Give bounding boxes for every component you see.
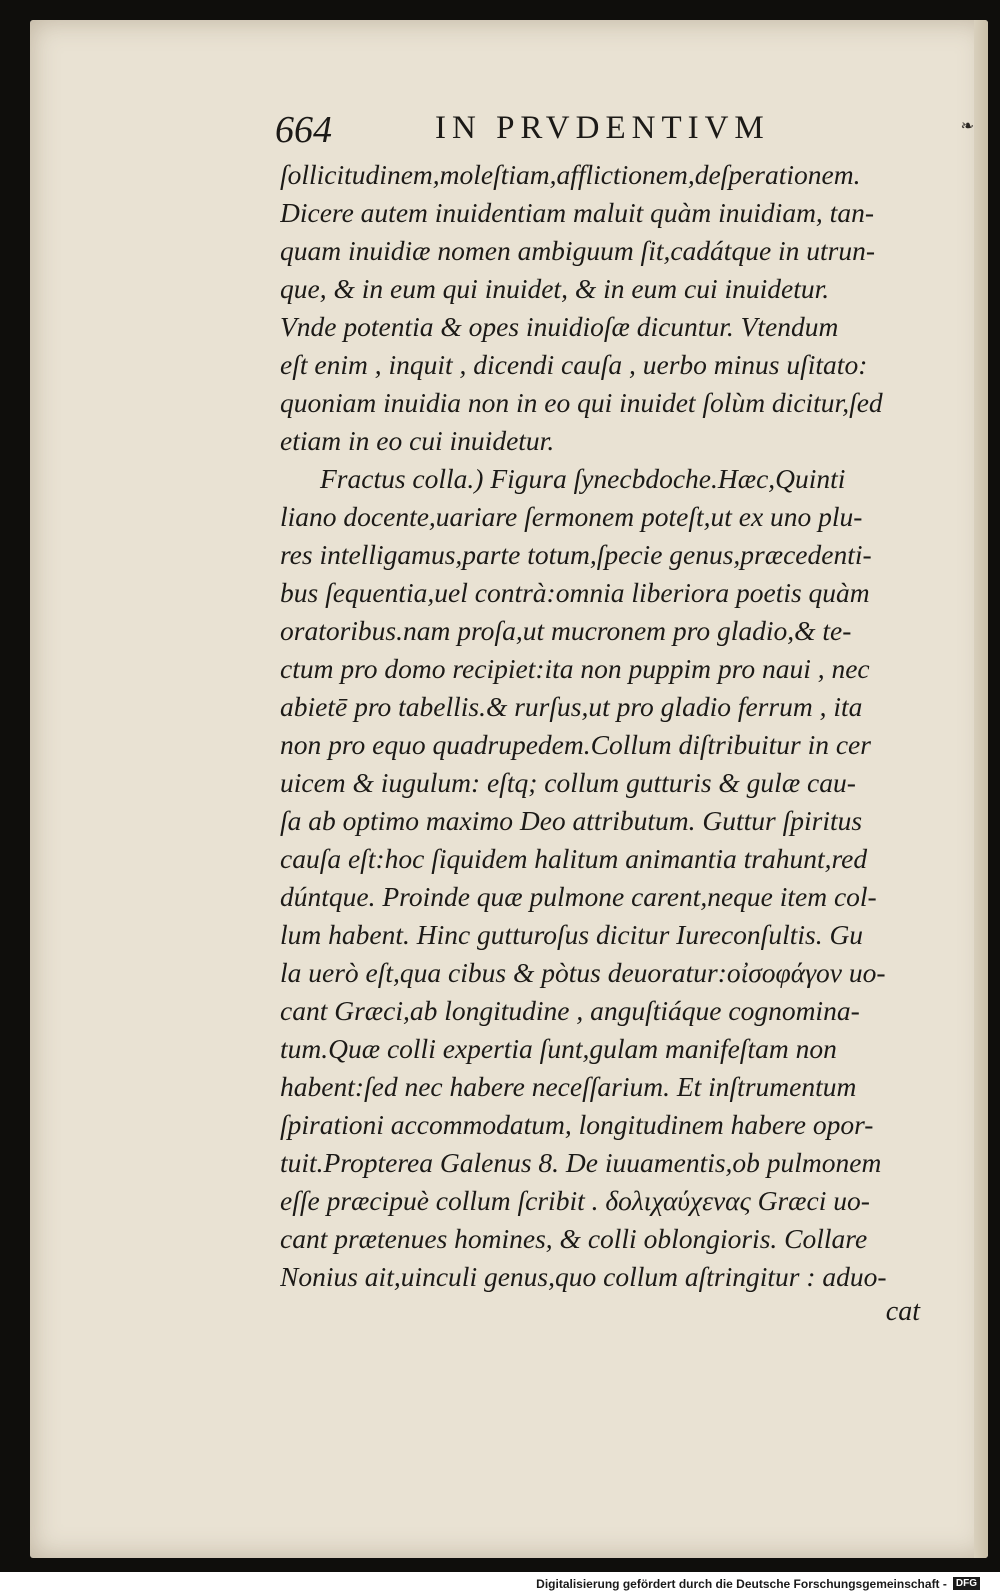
text-line: Dicere autem inuidentiam maluit quàm inuidiam, tan- [280, 197, 874, 228]
page-edge [974, 20, 988, 1558]
text-line: abietē pro tabellis.& rurſus,ut pro gladio ferrum , ita [280, 691, 863, 722]
text-line: la uerò eſt,qua cibus & pòtus deuoratur:οἰσοφάγον uo- [280, 957, 886, 988]
text-line: quoniam inuidia non in eo qui inuidet ſolùm dicitur,ſed [280, 387, 883, 418]
running-title: IN PRVDENTIVM [435, 110, 770, 146]
text-line: eſt enim , inquit , dicendi cauſa , uerbo minus uſitato: [280, 349, 868, 380]
page-number: 664 [275, 109, 332, 151]
text-line: que, & in eum qui inuidet, & in eum cui inuidetur. [280, 273, 830, 304]
text-line: ſpirationi accommodatum, longitudinem habere opor- [280, 1109, 874, 1140]
text-line: etiam in eo cui inuidetur. [280, 425, 555, 456]
text-line: cauſa eſt:hoc ſiquidem halitum animantia trahunt,red [280, 843, 868, 874]
text-block [280, 156, 950, 1296]
margin-ornament-icon: ❧ [960, 118, 974, 135]
dfg-logo: DFG [953, 1577, 980, 1590]
text-line: tuit.Propterea Galenus 8. De iuuamentis,ob pulmonem [280, 1147, 882, 1178]
text-line: ſollicitudinem,moleſtiam,afflictionem,deſperationem. [280, 159, 861, 190]
text-line: liano docente,uariare ſermonem poteſt,ut ex uno plu- [280, 501, 863, 532]
text-line: lum habent. Hinc gutturoſus dicitur Iureconſultis. Gu [280, 919, 864, 950]
text-line: quam inuidiæ nomen ambiguum ſit,cadátque in utrun- [280, 235, 876, 266]
text-line: Nonius ait,uinculi genus,quo collum aſtringitur : aduo- [280, 1261, 887, 1292]
text-line: oratoribus.nam proſa,ut mucronem pro gladio,& te- [280, 615, 852, 646]
text-line: tum.Quæ colli expertia ſunt,gulam manifeſtam non [280, 1033, 837, 1064]
text-line: habent:ſed nec habere neceſſarium. Et inſtrumentum [280, 1071, 857, 1102]
text-line: cant Græci,ab longitudine , anguſtiáque cognomina- [280, 995, 860, 1026]
text-line: Vnde potentia & opes inuidioſæ dicuntur. Vtendum [280, 311, 839, 342]
text-line: uicem & iugulum: eſtq; collum gutturis & gulæ cau- [280, 767, 856, 798]
text-line: bus ſequentia,uel contrà:omnia liberiora poetis quàm [280, 577, 870, 608]
text-line: cant prætenues homines, & colli oblongioris. Collare [280, 1223, 868, 1254]
paragraph-start-line: Fractus colla.) Figura ſynecbdoche.Hæc,Quinti [320, 463, 846, 494]
text-line: non pro equo quadrupedem.Collum diſtribuitur in cer [280, 729, 871, 760]
text-line: eſſe præcipuè collum ſcribit . δολιχαύχενας Græci uo- [280, 1185, 870, 1216]
digitization-footer [0, 1572, 1000, 1595]
catchword: cat [885, 1296, 920, 1327]
footer-credit: Digitalisierung gefördert durch die Deutsche Forschungsgemeinschaft - [536, 1576, 947, 1591]
book-page [30, 20, 988, 1558]
running-header [275, 108, 835, 152]
text-line: ctum pro domo recipiet:ita non puppim pro naui , nec [280, 653, 870, 684]
text-line: res intelligamus,parte totum,ſpecie genus,præcedenti- [280, 539, 872, 570]
text-line: dúntque. Proinde quæ pulmone carent,neque item col- [280, 881, 877, 912]
text-line: ſa ab optimo maximo Deo attributum. Guttur ſpiritus [280, 805, 863, 836]
